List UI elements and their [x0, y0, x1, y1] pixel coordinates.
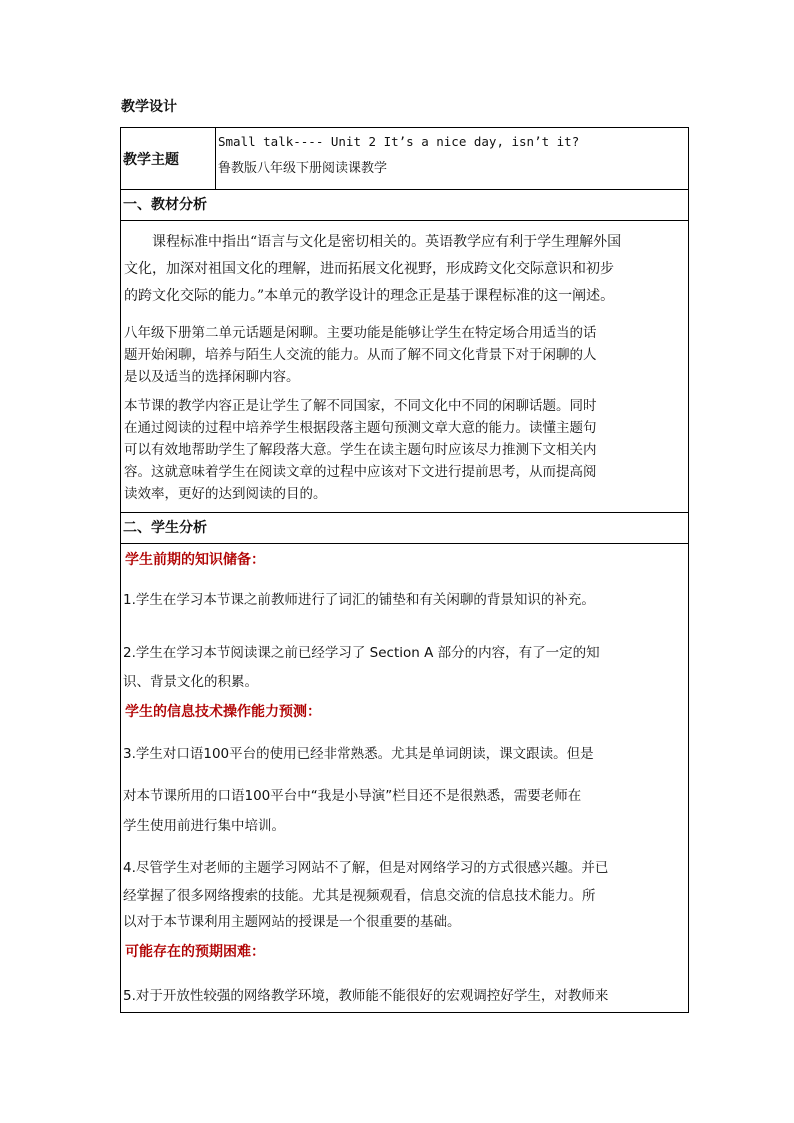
item-3-line-2: 对本节课所用的口语100平台中“我是小导演”栏目还不是很熟悉，需要老师在 [123, 788, 582, 804]
para2-line: 题开始闲聊，培养与陌生人交流的能力。从而了解不同文化背景下对于闲聊的人 [124, 347, 597, 363]
lesson-plan-table [120, 127, 689, 1013]
section1-paragraph-3 [121, 391, 688, 508]
item-3-line-3: 学生使用前进行集中培训。 [123, 818, 285, 834]
para2-line: 八年级下册第二单元话题是闲聊。主要功能是能够让学生在特定场合用适当的话 [124, 325, 597, 341]
section1-heading: 一、教材分析 [121, 190, 688, 221]
para3-line: 可以有效地帮助学生了解段落大意。学生在读主题句时应该尽力推测下文相关内 [124, 442, 597, 458]
para3-line: 读效率，更好的达到阅读的目的。 [124, 486, 327, 502]
page-heading: 教学设计 [121, 99, 177, 115]
item-2-line-2: 识、背景文化的积累。 [123, 674, 258, 690]
subheading-expected-difficulties: 可能存在的预期困难： [125, 944, 265, 960]
item-5-line-1: 5.对于开放性较强的网络教学环境，教师能不能很好的宏观调控好学生，对教师来 [123, 988, 609, 1004]
para1-line: 课程标准中指出“语言与文化是密切相关的。英语教学应有利于学生理解外国 [152, 234, 622, 250]
item-4-line-1: 4.尽管学生对老师的主题学习网站不了解，但是对网络学习的方式很感兴趣。并已 [123, 860, 609, 876]
topic-title: Small talk---- Unit 2 It’s a nice day, isn’t it? [218, 134, 580, 149]
para3-line: 容。这就意味着学生在阅读文章的过程中应该对下文进行提前思考，从而提高阅 [124, 464, 597, 480]
para2-line: 是以及适当的选择闲聊内容。 [124, 369, 300, 385]
item-4-line-3: 以对于本节课利用主题网站的授课是一个很重要的基础。 [123, 914, 461, 930]
para1-line: 的跨文化交际的能力。”本单元的教学设计的理念正是基于课程标准的这一阐述。 [124, 288, 615, 304]
section1-paragraph-2 [121, 312, 688, 391]
item-2-line-1: 2.学生在学习本节阅读课之前已经学习了 Section A 部分的内容，有了一定的知 [123, 645, 600, 661]
subheading-it-ability: 学生的信息技术操作能力预测： [125, 704, 321, 720]
item-3-line-1: 3.学生对口语100平台的使用已经非常熟悉。尤其是单词朗读，课文跟读。但是 [123, 746, 594, 762]
section2-heading: 二、学生分析 [121, 513, 688, 544]
para1-line: 文化，加深对祖国文化的理解，进而拓展文化视野，形成跨文化交际意识和初步 [124, 261, 614, 277]
section1-body [121, 221, 688, 513]
topic-subtitle: 鲁教版八年级下册阅读课教学 [218, 161, 388, 176]
para3-line: 本节课的教学内容正是让学生了解不同国家，不同文化中不同的闲聊话题。同时 [124, 398, 597, 414]
section2-body [121, 544, 688, 1012]
subheading-prior-knowledge: 学生前期的知识储备： [125, 552, 265, 568]
item-4-line-2: 经掌握了很多网络搜索的技能。尤其是视频观看，信息交流的信息技术能力。所 [123, 888, 596, 904]
topic-label: 教学主题 [121, 128, 216, 189]
topic-content [216, 128, 688, 189]
section1-paragraph-1 [121, 221, 688, 312]
topic-row [121, 128, 688, 190]
para3-line: 在通过阅读的过程中培养学生根据段落主题句预测文章大意的能力。读懂主题句 [124, 420, 597, 436]
item-1: 1.学生在学习本节课之前教师进行了词汇的铺垫和有关闲聊的背景知识的补充。 [123, 592, 595, 608]
